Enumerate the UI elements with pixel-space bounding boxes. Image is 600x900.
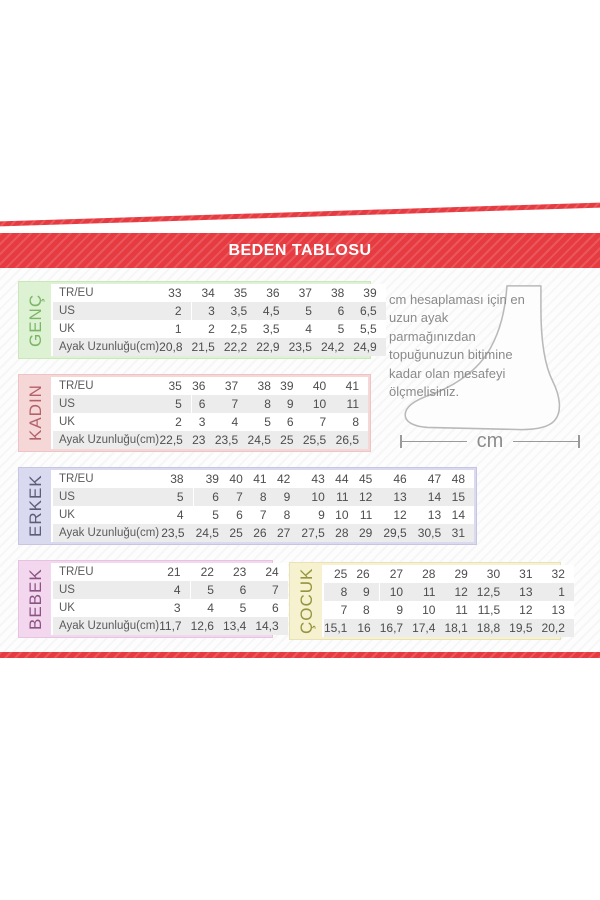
table-row [323, 601, 574, 619]
size-value-cell: 8 [335, 413, 368, 431]
size-value-cell: 16 [356, 619, 379, 637]
size-value-cell: 12 [381, 506, 415, 524]
size-value-cell: 12,5 [477, 583, 509, 601]
row-label: UK [52, 320, 159, 338]
size-value-cell: 4 [214, 413, 247, 431]
size-value-cell: 23,5 [159, 524, 193, 542]
row-label: Ayak Uzunluğu(cm) [52, 338, 159, 356]
size-value-cell: 3 [192, 302, 224, 320]
table-row [52, 377, 368, 395]
size-value-cell: 31 [509, 565, 541, 583]
row-label: TR/EU [52, 284, 159, 302]
size-value-cell: 9 [380, 601, 412, 619]
ruler-line [513, 441, 578, 442]
top-accent-bar [0, 202, 600, 226]
size-value-cell: 11,5 [477, 601, 509, 619]
size-value-cell: 23 [223, 563, 255, 581]
size-value-cell: 25,5 [303, 431, 336, 449]
size-table-bebek [18, 560, 279, 638]
size-value-cell: 42 [276, 470, 300, 488]
size-value-cell: 5 [247, 413, 280, 431]
table-row [52, 506, 474, 524]
size-value-cell: 4 [289, 320, 321, 338]
size-value-cell: 5 [194, 506, 228, 524]
size-value-cell: 13 [542, 601, 574, 619]
size-value-cell: 37 [214, 377, 247, 395]
ruler-right-tick-icon [578, 435, 580, 448]
row-label: Ayak Uzunluğu(cm) [52, 524, 159, 542]
size-value-cell: 34 [192, 284, 224, 302]
table-row [52, 284, 386, 302]
size-grid-erkek [51, 470, 474, 542]
size-value-cell: 14 [450, 506, 474, 524]
size-value-cell: 4,5 [256, 302, 288, 320]
size-value-cell: 30,5 [416, 524, 450, 542]
size-value-cell: 28 [412, 565, 444, 583]
size-value-cell: 9 [276, 488, 300, 506]
table-row [323, 583, 574, 601]
size-value-cell: 31 [450, 524, 474, 542]
table-row [52, 581, 288, 599]
size-value-cell: 22,2 [224, 338, 256, 356]
size-value-cell: 27,5 [299, 524, 333, 542]
size-value-cell: 7 [214, 395, 247, 413]
size-grid-bebek [51, 563, 288, 635]
size-value-cell: 5,5 [353, 320, 385, 338]
row-label: US [52, 395, 159, 413]
bottom-accent-bar [0, 652, 600, 658]
size-table-kadin-label: KADIN [26, 384, 45, 442]
size-value-cell: 6 [255, 599, 287, 617]
size-value-cell: 48 [450, 470, 474, 488]
size-value-cell: 27 [276, 524, 300, 542]
size-value-cell: 27 [380, 565, 412, 583]
size-value-cell: 26,5 [335, 431, 368, 449]
size-value-cell: 18,8 [477, 619, 509, 637]
size-value-cell: 19,5 [509, 619, 541, 637]
size-value-cell: 2 [159, 302, 191, 320]
size-value-cell: 11,7 [159, 617, 190, 635]
size-value-cell: 12,6 [191, 617, 223, 635]
size-value-cell: 8 [276, 506, 300, 524]
size-value-cell: 29 [358, 524, 382, 542]
size-value-cell: 41 [335, 377, 368, 395]
size-value-cell: 6 [228, 506, 252, 524]
cm-ruler [400, 430, 580, 452]
size-value-cell: 24,5 [247, 431, 280, 449]
size-value-cell: 12 [444, 583, 476, 601]
size-value-cell: 37 [289, 284, 321, 302]
table-row [52, 470, 474, 488]
table-row [323, 565, 574, 583]
size-value-cell: 20,8 [159, 338, 191, 356]
size-table-erkek-label: ERKEK [26, 474, 45, 538]
size-value-cell: 44 [334, 470, 358, 488]
size-value-cell: 5 [223, 599, 255, 617]
size-value-cell: 8 [323, 583, 356, 601]
row-label: Ayak Uzunluğu(cm) [52, 431, 159, 449]
size-value-cell: 11 [412, 583, 444, 601]
table-row [52, 302, 386, 320]
row-label: US [52, 581, 159, 599]
table-row [52, 431, 368, 449]
size-value-cell: 6 [192, 395, 215, 413]
size-value-cell: 22,5 [159, 431, 192, 449]
table-row [52, 617, 288, 635]
size-value-cell: 14,3 [255, 617, 287, 635]
size-value-cell: 13,4 [223, 617, 255, 635]
size-value-cell: 3 [192, 413, 215, 431]
size-value-cell: 24 [255, 563, 287, 581]
size-value-cell: 28 [334, 524, 358, 542]
size-value-cell: 10 [299, 488, 333, 506]
size-value-cell: 6 [280, 413, 303, 431]
size-value-cell: 4 [159, 581, 190, 599]
size-value-cell: 16,7 [380, 619, 412, 637]
size-value-cell: 10 [380, 583, 412, 601]
size-value-cell: 6 [194, 488, 228, 506]
size-value-cell: 23,5 [289, 338, 321, 356]
size-value-cell: 6 [223, 581, 255, 599]
size-value-cell: 43 [299, 470, 333, 488]
size-value-cell: 7 [228, 488, 252, 506]
size-value-cell: 46 [381, 470, 415, 488]
size-value-cell: 5 [159, 488, 193, 506]
size-value-cell: 7 [323, 601, 356, 619]
size-value-cell: 13 [509, 583, 541, 601]
size-value-cell: 13 [416, 506, 450, 524]
size-value-cell: 36 [256, 284, 288, 302]
table-row [52, 524, 474, 542]
size-value-cell: 3,5 [224, 302, 256, 320]
size-value-cell: 39 [280, 377, 303, 395]
size-value-cell: 24,2 [321, 338, 353, 356]
size-value-cell: 8 [252, 488, 276, 506]
size-table-cocuk-label: ÇOCUK [297, 567, 316, 635]
size-grid-cocuk [322, 565, 574, 637]
row-label: UK [52, 413, 159, 431]
size-value-cell: 41 [252, 470, 276, 488]
size-value-cell: 17,4 [412, 619, 444, 637]
table-row [52, 413, 368, 431]
size-value-cell: 36 [192, 377, 215, 395]
size-value-cell: 2 [159, 413, 192, 431]
size-value-cell: 26 [356, 565, 379, 583]
size-value-cell: 32 [542, 565, 574, 583]
size-value-cell: 5 [321, 320, 353, 338]
table-row [52, 395, 368, 413]
size-value-cell: 21,5 [192, 338, 224, 356]
size-value-cell: 4 [191, 599, 223, 617]
size-value-cell: 22,9 [256, 338, 288, 356]
row-label: UK [52, 506, 159, 524]
table-row [52, 338, 386, 356]
size-value-cell: 25 [228, 524, 252, 542]
row-label: TR/EU [52, 377, 159, 395]
size-value-cell: 9 [299, 506, 333, 524]
size-value-cell: 25 [280, 431, 303, 449]
size-value-cell: 7 [255, 581, 287, 599]
size-value-cell: 1 [542, 583, 574, 601]
size-value-cell: 2 [192, 320, 224, 338]
size-value-cell: 14 [416, 488, 450, 506]
size-value-cell: 40 [228, 470, 252, 488]
size-value-cell: 3,5 [256, 320, 288, 338]
size-value-cell: 3 [159, 599, 190, 617]
size-value-cell: 12 [509, 601, 541, 619]
size-value-cell: 38 [321, 284, 353, 302]
size-value-cell: 10 [412, 601, 444, 619]
size-value-cell: 11 [335, 395, 368, 413]
size-value-cell: 10 [334, 506, 358, 524]
size-value-cell: 10 [303, 395, 336, 413]
size-value-cell: 38 [159, 470, 193, 488]
size-value-cell: 5 [289, 302, 321, 320]
size-value-cell: 29 [444, 565, 476, 583]
size-value-cell: 9 [280, 395, 303, 413]
size-value-cell: 23,5 [214, 431, 247, 449]
size-value-cell: 1 [159, 320, 191, 338]
size-value-cell: 40 [303, 377, 336, 395]
size-value-cell: 35 [224, 284, 256, 302]
size-value-cell: 23 [192, 431, 215, 449]
title-band [0, 233, 600, 268]
size-table-genc-label: GENÇ [26, 293, 45, 347]
size-value-cell: 45 [358, 470, 382, 488]
size-value-cell: 9 [356, 583, 379, 601]
size-value-cell: 25 [323, 565, 356, 583]
size-value-cell: 7 [303, 413, 336, 431]
size-table-cocuk [289, 562, 565, 640]
size-value-cell: 21 [159, 563, 190, 581]
size-value-cell: 7 [252, 506, 276, 524]
size-value-cell: 20,2 [542, 619, 574, 637]
size-value-cell: 33 [159, 284, 191, 302]
size-value-cell: 11 [334, 488, 358, 506]
row-label: TR/EU [52, 563, 159, 581]
table-row [52, 599, 288, 617]
size-value-cell: 26 [252, 524, 276, 542]
row-label: TR/EU [52, 470, 159, 488]
size-value-cell: 38 [247, 377, 280, 395]
size-value-cell: 30 [477, 565, 509, 583]
size-value-cell: 39 [194, 470, 228, 488]
row-label: US [52, 302, 159, 320]
row-label: UK [52, 599, 159, 617]
table-row [323, 619, 574, 637]
size-value-cell: 5 [159, 395, 192, 413]
table-row [52, 563, 288, 581]
size-value-cell: 4 [159, 506, 193, 524]
size-value-cell: 12 [358, 488, 382, 506]
size-grid-kadin [51, 377, 368, 449]
size-value-cell: 24,5 [194, 524, 228, 542]
size-value-cell: 39 [353, 284, 385, 302]
size-value-cell: 11 [444, 601, 476, 619]
size-value-cell: 35 [159, 377, 192, 395]
size-table-kadin [18, 374, 371, 452]
size-value-cell: 15 [450, 488, 474, 506]
size-value-cell: 5 [191, 581, 223, 599]
ruler-line [402, 441, 467, 442]
measure-instruction-text: cm hesaplaması için en uzun ayak parmağınızdan topuğunuzun bitimine kadar olan mesafeyi ölçmelisiniz. [389, 292, 525, 400]
size-grid-genc [51, 284, 386, 356]
size-value-cell: 6,5 [353, 302, 385, 320]
size-value-cell: 22 [191, 563, 223, 581]
row-label: US [52, 488, 159, 506]
size-value-cell: 24,9 [353, 338, 385, 356]
size-value-cell: 13 [381, 488, 415, 506]
size-table-genc [18, 281, 377, 359]
table-row [52, 320, 386, 338]
table-row [52, 488, 474, 506]
size-value-cell: 18,1 [444, 619, 476, 637]
size-value-cell: 11 [358, 506, 382, 524]
size-value-cell: 6 [321, 302, 353, 320]
size-table-erkek [18, 467, 477, 545]
size-value-cell: 8 [356, 601, 379, 619]
ruler-unit-label: cm [476, 430, 504, 452]
page-title: BEDEN TABLOSU [228, 242, 372, 259]
size-value-cell: 15,1 [323, 619, 356, 637]
size-value-cell: 29,5 [381, 524, 415, 542]
row-label: Ayak Uzunluğu(cm) [52, 617, 159, 635]
size-value-cell: 2,5 [224, 320, 256, 338]
size-table-bebek-label: BEBEK [26, 568, 45, 630]
size-value-cell: 47 [416, 470, 450, 488]
size-value-cell: 8 [247, 395, 280, 413]
